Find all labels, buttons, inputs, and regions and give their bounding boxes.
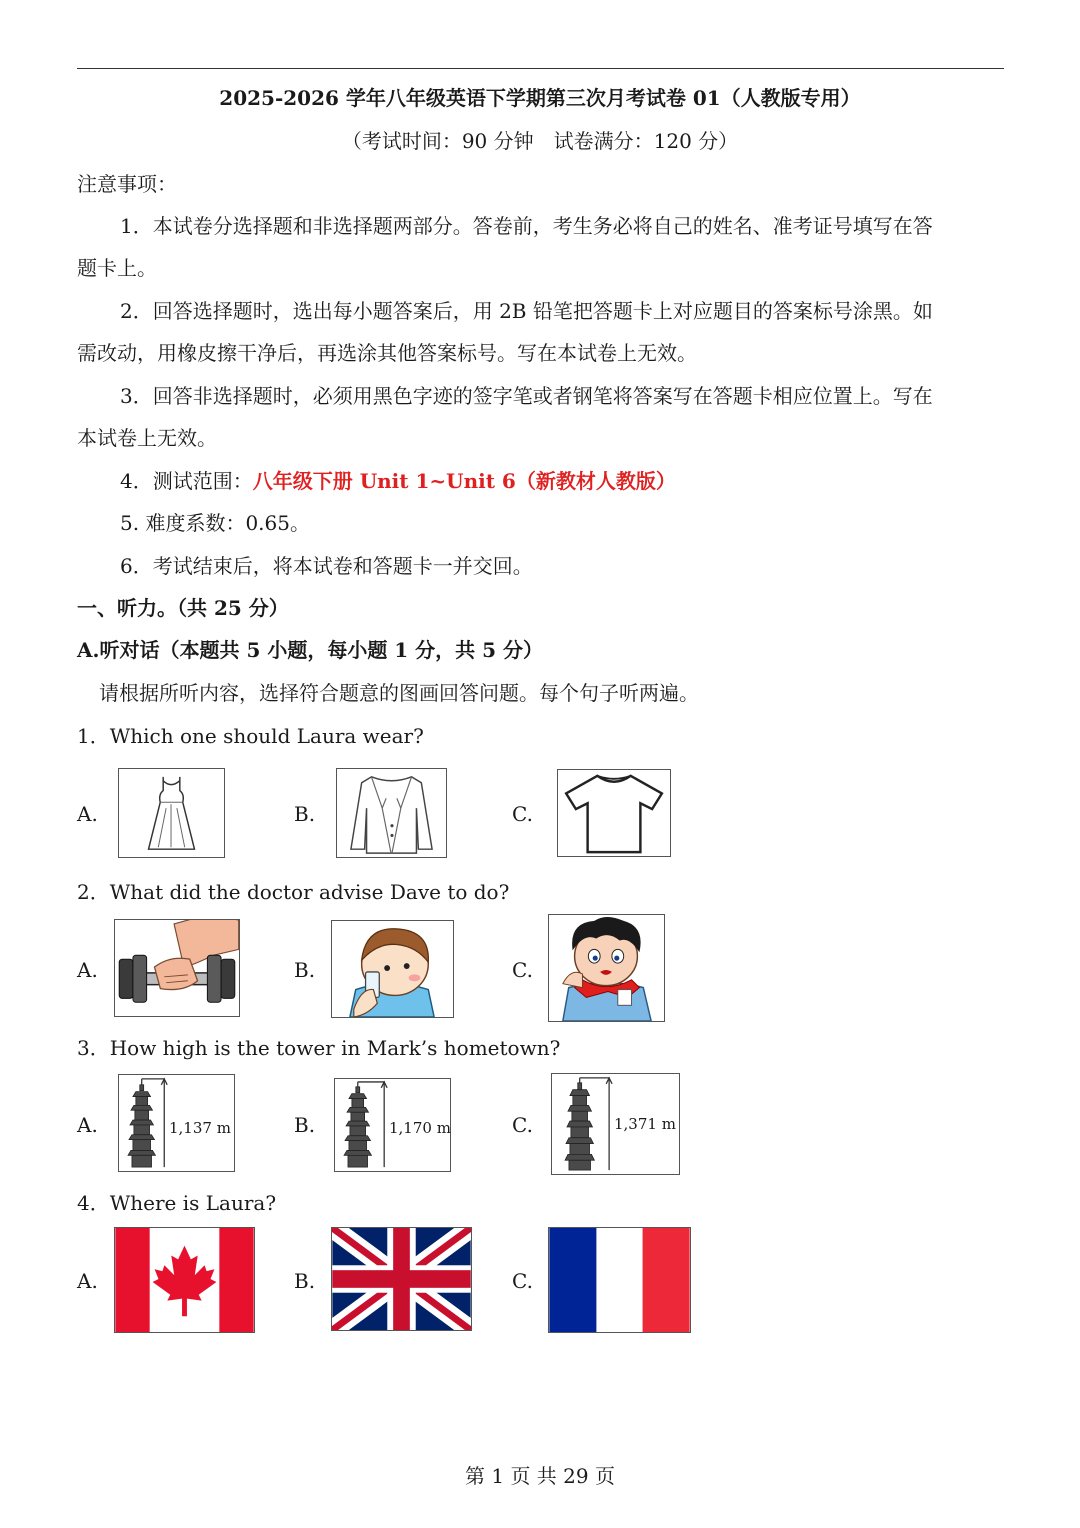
drinking-boy-icon [331, 920, 454, 1018]
exam-title: 2025-2026 学年八年级英语下学期第三次月考试卷 01（人教版专用） [219, 86, 861, 110]
q4-option-c: C. [512, 1269, 533, 1293]
page-footer: 第 1 页 共 29 页 [465, 1464, 615, 1488]
note-3b: 本试卷上无效。 [77, 426, 217, 450]
sick-boy-icon [548, 914, 665, 1022]
q2-option-a: A. [77, 958, 98, 982]
note-6: 6．考试结束后，将本试卷和答题卡一并交回。 [120, 554, 533, 578]
q1-option-b: B. [294, 802, 316, 826]
q3-height-a: 1,137 m [169, 1119, 231, 1137]
q2-option-b: B. [294, 958, 316, 982]
dress-icon [118, 768, 225, 858]
note-2a: 2．回答选择题时，选出每小题答案后，用 2B 铅笔把答题卡上对应题目的答案标号涂黑。如 [120, 299, 933, 323]
note-1a: 1．本试卷分选择题和非选择题两部分。答卷前，考生务必将自己的姓名、准考证号填写在答 [120, 214, 933, 238]
q4-option-a: A. [77, 1269, 98, 1293]
france-flag-icon [548, 1227, 691, 1333]
q3-option-b: B. [294, 1113, 316, 1137]
note-1b: 题卡上。 [77, 256, 157, 280]
note-2b: 需改动，用橡皮擦干净后，再选涂其他答案标号。写在本试卷上无效。 [77, 341, 697, 365]
question-4: 4．Where is Laura? [77, 1191, 277, 1215]
header-rule [77, 68, 1004, 69]
section-heading: 一、听力。（共 25 分） [77, 596, 289, 620]
jacket-icon [336, 768, 447, 858]
note-4-range: 八年级下册 Unit 1~Unit 6（新教材人教版） [252, 469, 676, 493]
listening-instruction: 请根据所听内容，选择符合题意的图画回答问题。每个句子听两遍。 [99, 681, 699, 705]
question-2: 2．What did the doctor advise Dave to do? [77, 880, 510, 904]
question-3: 3．How high is the tower in Mark’s hometown? [77, 1036, 561, 1060]
q3-option-a: A. [77, 1113, 98, 1137]
note-3a: 3．回答非选择题时，必须用黑色字迹的签字笔或者钢笔将答案写在答题卡相应位置上。写在 [120, 384, 933, 408]
question-1: 1．Which one should Laura wear? [77, 724, 424, 748]
q1-option-a: A. [77, 802, 98, 826]
dumbbell-icon [114, 919, 240, 1017]
part-a-heading: A.听对话（本题共 5 小题，每小题 1 分，共 5 分） [77, 638, 544, 662]
exam-subtitle: （考试时间：90 分钟 试卷满分：120 分） [341, 129, 739, 153]
tshirt-icon [557, 769, 671, 857]
q1-option-c: C. [512, 802, 533, 826]
q2-option-c: C. [512, 958, 533, 982]
q4-option-b: B. [294, 1269, 316, 1293]
notes-heading: 注意事项： [77, 172, 177, 196]
note-4-label: 4．测试范围： [120, 469, 253, 493]
uk-flag-icon [331, 1227, 472, 1331]
q3-option-c: C. [512, 1113, 533, 1137]
canada-flag-icon [114, 1227, 255, 1333]
q3-height-c: 1,371 m [614, 1115, 676, 1133]
note-5: 5. 难度系数：0.65。 [120, 511, 310, 535]
note-4 [120, 467, 676, 495]
q3-height-b: 1,170 m [389, 1119, 451, 1137]
